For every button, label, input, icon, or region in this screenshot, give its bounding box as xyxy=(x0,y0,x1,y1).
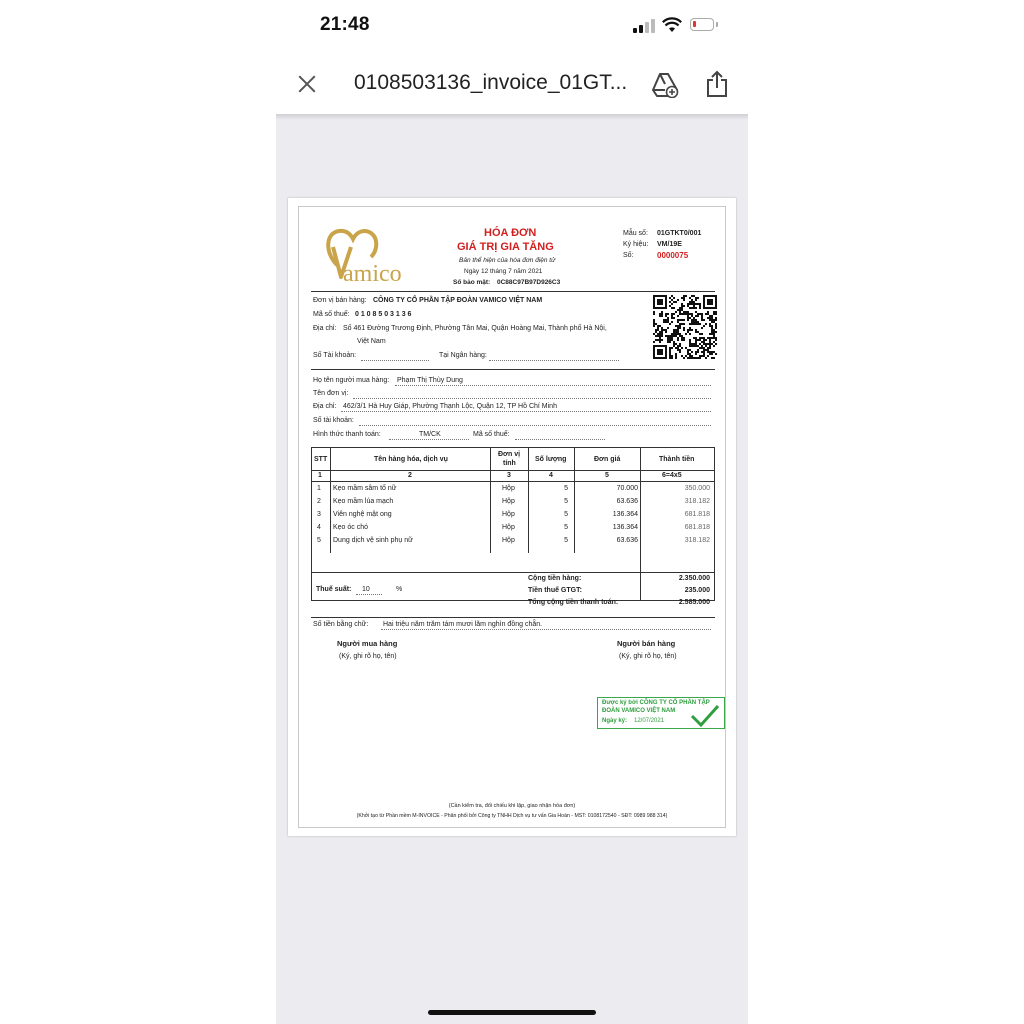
payment-label: Hình thức thanh toán: xyxy=(313,431,381,438)
table-cell-unit: Hộp xyxy=(502,537,515,544)
symbol-label: Ký hiệu: xyxy=(623,241,649,248)
amount-words-line xyxy=(381,629,711,630)
header-stt: STT xyxy=(314,456,328,463)
number-label: Số: xyxy=(623,252,634,259)
status-time: 21:48 xyxy=(320,14,370,35)
table-cell-price: 70.000 xyxy=(616,485,638,492)
form-value: 01GTKT0/001 xyxy=(657,230,702,237)
footer-note-1: (Cần kiểm tra, đối chiếu khi lập, giao nhận hóa đơn) xyxy=(448,803,576,809)
symbol-value: VM/19E xyxy=(657,241,682,248)
number-value: 0000075 xyxy=(657,251,689,260)
vat-rate-unit: % xyxy=(396,586,403,593)
buyer-name-line xyxy=(395,385,711,386)
totals-divider xyxy=(311,617,715,618)
header-num-6: 6=4x5 xyxy=(662,472,682,479)
header-name: Tên hàng hóa, dịch vụ xyxy=(374,456,448,463)
table-cell-qty: 5 xyxy=(564,524,568,531)
table-cell-amount: 318.182 xyxy=(684,498,710,505)
table-cell-amount: 350.000 xyxy=(684,485,710,492)
invoice-title-1: HÓA ĐƠN xyxy=(484,227,537,239)
table-cell-name: Kẹo mầm lúa mạch xyxy=(333,498,394,505)
buyer-addr-line xyxy=(341,411,711,412)
table-cell-stt: 1 xyxy=(317,485,321,492)
seller-tax: 0 1 0 8 5 0 3 1 3 6 xyxy=(355,311,412,318)
table-cell-name: Kẹo óc chó xyxy=(333,524,369,531)
buyer-sign-title: Người mua hàng xyxy=(337,639,398,648)
table-cell-name: Viên nghệ mật ong xyxy=(333,511,392,518)
table-cell-stt: 3 xyxy=(317,511,321,518)
stamp-line-2: ĐOÀN VAMICO VIỆT NAM xyxy=(602,708,676,714)
digital-signature-stamp xyxy=(597,697,725,729)
subtotal-label: Cộng tiền hàng: xyxy=(528,575,582,582)
seller-bank-field xyxy=(489,360,619,361)
table-cell-stt: 2 xyxy=(317,498,321,505)
vat-rate-label: Thuế suất: xyxy=(316,586,352,593)
seller-divider xyxy=(311,369,715,370)
header-num-5: 5 xyxy=(605,472,609,479)
header-num-1: 1 xyxy=(318,472,322,479)
seller-bank-label: Tại Ngân hàng: xyxy=(439,352,487,359)
seller-addr-1: Số 461 Đường Trương Định, Phường Tân Mai, Quận Hoàng Mai, Thành phố Hà Nội, xyxy=(343,325,607,332)
home-indicator[interactable] xyxy=(428,1010,596,1015)
buyer-addr-label: Địa chỉ: xyxy=(313,403,337,410)
invoice-subtitle: Bản thể hiện của hóa đơn điện tử xyxy=(459,257,556,264)
checkmark-icon xyxy=(690,704,720,728)
seller-addr-label: Địa chỉ: xyxy=(313,325,337,332)
seller-account-label: Số Tài khoản: xyxy=(313,352,357,359)
table-cell-qty: 5 xyxy=(564,511,568,518)
buyer-label: Họ tên người mua hàng: xyxy=(313,377,390,384)
table-cell-stt: 5 xyxy=(317,537,321,544)
vat-label: Tiền thuế GTGT: xyxy=(528,587,582,594)
close-icon[interactable] xyxy=(296,73,318,95)
seller-tax-label: Mã số thuế: xyxy=(313,311,350,318)
table-cell-qty: 5 xyxy=(564,485,568,492)
buyer-name: Phạm Thị Thùy Dung xyxy=(397,377,463,384)
seller-name: CÔNG TY CỔ PHẦN TẬP ĐOÀN VAMICO VIỆT NAM xyxy=(373,297,543,304)
invoice-date: Ngày 12 tháng 7 năm 2021 xyxy=(464,268,543,275)
stamp-line-1: Được ký bởi CÔNG TY CỔ PHẦN TẬP xyxy=(602,700,710,706)
table-cell-name: Dung dịch vệ sinh phụ nữ xyxy=(333,537,413,544)
table-cell-unit: Hộp xyxy=(502,485,515,492)
table-cell-price: 63.636 xyxy=(616,498,638,505)
words-label: Số tiền bằng chữ: xyxy=(313,621,369,628)
seller-addr-2: Việt Nam xyxy=(357,338,386,345)
payment-value: TM/CK xyxy=(419,431,441,438)
vat-rate: 10 xyxy=(362,586,370,593)
header-num-3: 3 xyxy=(507,472,511,479)
header-price: Đơn giá xyxy=(594,456,621,463)
table-cell-qty: 5 xyxy=(564,498,568,505)
total-label: Tổng cộng tiền thanh toán: xyxy=(528,599,619,606)
payment-line xyxy=(389,439,469,440)
header-num-4: 4 xyxy=(549,472,553,479)
invoice-title-2: GIÁ TRỊ GIA TĂNG xyxy=(457,241,554,253)
table-cell-amount: 681.818 xyxy=(684,511,710,518)
file-title: 0108503136_invoice_01GT... xyxy=(354,71,628,94)
buyer-unit-field xyxy=(353,398,711,399)
wifi-icon xyxy=(662,17,682,33)
total-amount: 2.585.000 xyxy=(678,599,710,606)
seller-sign-note: (Ký, ghi rõ họ, tên) xyxy=(619,653,677,660)
table-cell-unit: Hộp xyxy=(502,511,515,518)
table-cell-unit: Hộp xyxy=(502,524,515,531)
subtotal: 2.350.000 xyxy=(678,575,710,582)
table-cell-qty: 5 xyxy=(564,537,568,544)
seller-label: Đơn vị bán hàng: xyxy=(313,297,367,304)
table-cell-amount: 318.182 xyxy=(684,537,710,544)
signal-icon xyxy=(633,19,655,33)
header-amount: Thành tiền xyxy=(659,456,695,463)
header-qty: Số lượng xyxy=(535,456,567,463)
stamp-date-label: Ngày ký: xyxy=(602,718,628,724)
buyer-tax-field xyxy=(515,439,605,440)
invoice-page xyxy=(288,198,736,836)
buyer-sign-note: (Ký, ghi rõ họ, tên) xyxy=(339,653,397,660)
qr-code xyxy=(653,295,717,359)
amount-words: Hai triệu năm trăm tám mươi lăm nghìn đồng chẵn. xyxy=(383,621,543,628)
vat-amount: 235.000 xyxy=(684,587,710,594)
table-cell-amount: 681.818 xyxy=(684,524,710,531)
add-to-drive-icon[interactable] xyxy=(651,72,679,98)
table-cell-unit: Hộp xyxy=(502,498,515,505)
buyer-tax-label: Mã số thuế: xyxy=(473,431,510,438)
header-unit-2: tính xyxy=(503,460,516,467)
security-label: Số bảo mật: xyxy=(453,279,491,286)
form-label: Mẫu số: xyxy=(623,230,648,237)
security-code: 0C88C97B97D926C3 xyxy=(497,279,561,286)
buyer-account-label: Số tài khoản: xyxy=(313,417,354,424)
logo-text: amico xyxy=(343,261,402,287)
header-divider xyxy=(311,291,715,292)
buyer-addr: 462/3/1 Hà Huy Giáp, Phường Thạnh Lộc, Quận 12, TP Hồ Chí Minh xyxy=(343,403,557,410)
table-cell-name: Kẹo mầm sâm tố nữ xyxy=(333,485,397,492)
battery-icon xyxy=(690,18,714,31)
table-cell-price: 136.364 xyxy=(612,524,638,531)
invoice-frame xyxy=(298,206,726,828)
table-cell-price: 136.364 xyxy=(612,511,638,518)
buyer-unit-label: Tên đơn vị: xyxy=(313,390,349,397)
table-cell-price: 63.636 xyxy=(616,537,638,544)
vat-rate-line xyxy=(356,594,382,595)
stamp-date: 12/07/2021 xyxy=(634,718,665,724)
footer-note-2: (Khởi tạo từ Phần mềm M-INVOICE - Phân phối bởi Công ty TNHH Dịch vụ tư vấn Gia Hoàn - MST: 0108172540 - SĐT: 0989 988 314) xyxy=(356,813,668,819)
header-num-2: 2 xyxy=(408,472,412,479)
table-cell-stt: 4 xyxy=(317,524,321,531)
buyer-account-field xyxy=(359,425,711,426)
header-unit: Đơn vị xyxy=(498,451,521,458)
seller-sign-title: Người bán hàng xyxy=(617,639,676,648)
share-icon[interactable] xyxy=(705,70,729,98)
viewer-top-shadow xyxy=(276,114,748,120)
seller-account-field xyxy=(361,360,429,361)
items-table xyxy=(311,447,715,606)
